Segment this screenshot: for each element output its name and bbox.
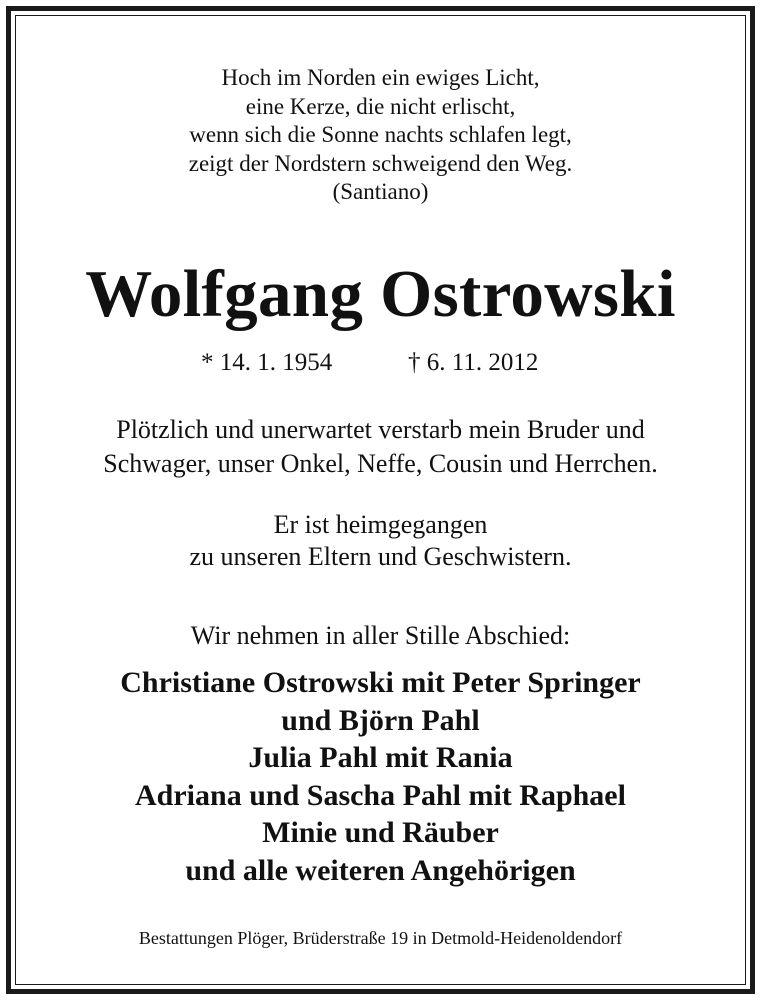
poem-line: zeigt der Nordstern schweigend den Weg. — [188, 150, 573, 176]
announcement-line: Plötzlich und unerwartet verstarb mein Bruder und — [116, 415, 645, 444]
poem-line: Hoch im Norden ein ewiges Licht, — [221, 65, 540, 90]
poem-attribution: (Santiano) — [332, 179, 429, 204]
mourners-list — [0, 664, 761, 889]
consolation-line: zu unseren Eltern und Geschwistern. — [189, 542, 572, 571]
consolation-line: Er ist heimgegangen — [273, 510, 488, 539]
mourner-line: Minie und Räuber — [262, 816, 499, 849]
mourner-line: Adriana und Sascha Pahl mit Raphael — [135, 778, 626, 812]
poem-quote — [0, 64, 761, 207]
deceased-name: Wolfgang Ostrowski — [85, 257, 676, 331]
farewell-line: Wir nehmen in aller Stille Abschied: — [190, 621, 571, 650]
poem-line: eine Kerze, die nicht erlischt, — [245, 93, 516, 119]
mourner-line: Christiane Ostrowski mit Peter Springer — [120, 666, 641, 699]
poem-line: wenn sich die Sonne nachts schlafen legt, — [189, 122, 572, 147]
funeral-home-footer: Bestattungen Plöger, Brüderstraße 19 in Detmold-Heidenoldendorf — [138, 928, 623, 948]
birth-date: * 14. 1. 1954 — [201, 349, 333, 376]
mourner-line: Julia Pahl mit Rania — [248, 741, 513, 774]
mourner-line: und alle weiteren Angehörigen — [185, 853, 576, 887]
death-announcement — [0, 413, 761, 481]
death-date: † 6. 11. 2012 — [408, 349, 539, 376]
consolation-text — [0, 509, 761, 573]
announcement-line: Schwager, unser Onkel, Neffe, Cousin und Herrchen. — [103, 449, 658, 478]
mourner-line: und Björn Pahl — [281, 703, 480, 737]
